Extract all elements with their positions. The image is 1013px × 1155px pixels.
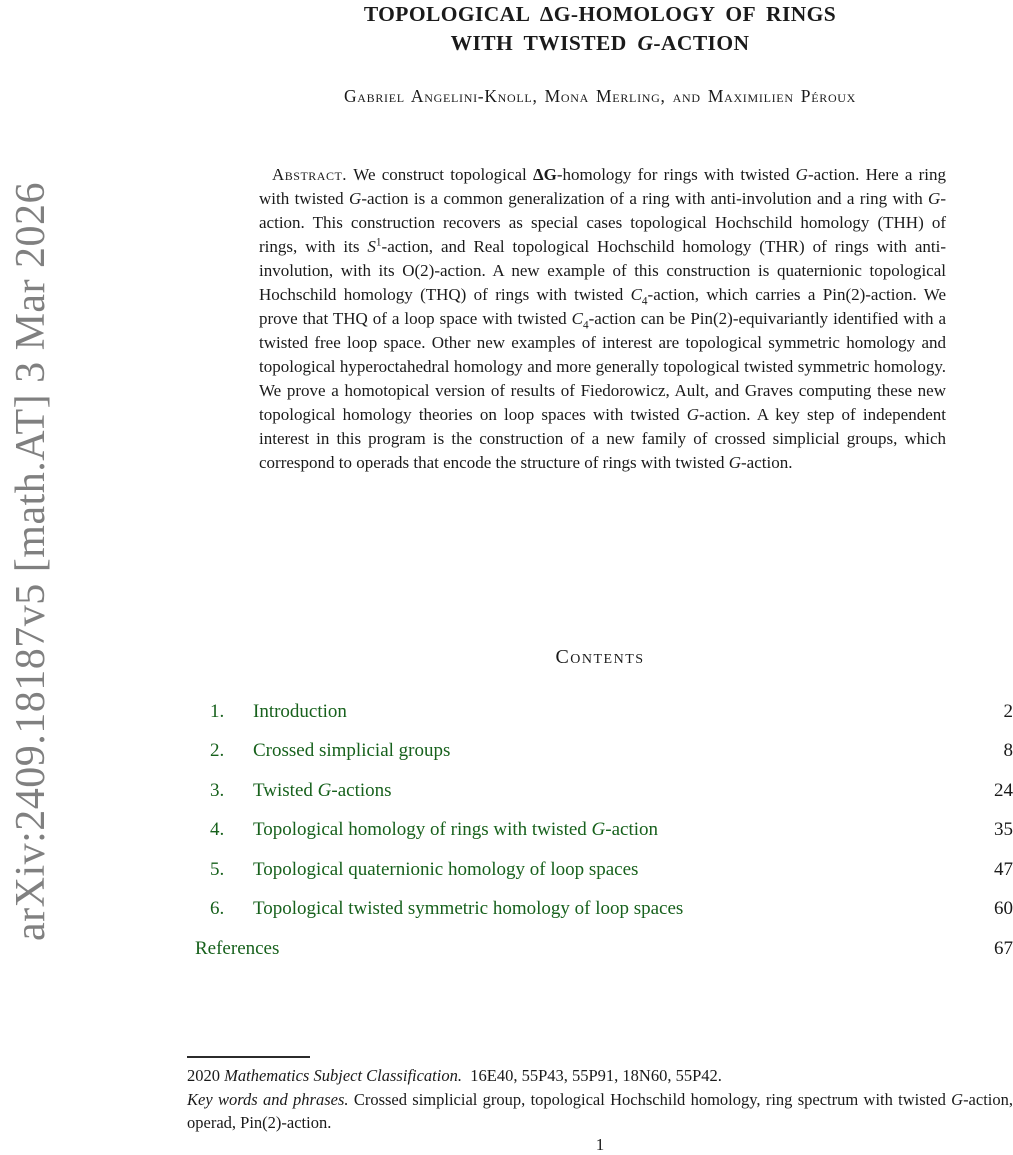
keywords-line <box>187 1088 1013 1135</box>
toc-row <box>187 771 1013 811</box>
text-segment: Key words and phrases. <box>187 1089 349 1109</box>
paper-title <box>187 0 1013 58</box>
text-segment: Mathematics Subject Classification. <box>224 1066 462 1085</box>
toc-row <box>187 692 1013 732</box>
toc-row <box>187 811 1013 851</box>
toc-item-link[interactable] <box>253 859 638 881</box>
toc-item-link[interactable] <box>253 740 450 762</box>
toc-row <box>187 732 1013 772</box>
text-segment: -homology for rings with twisted <box>556 165 796 184</box>
text-segment: G <box>951 1089 964 1109</box>
text-segment: -action can be Pin(2)-equivariantly identified with a twisted free loop space. Other new examples of interest are topological symmetric homology and topological hyperoctahedral homology and more generally topological twisted symmetric homology. We prove a homotopical version of results of Fiedorowicz, Ault, and Graves computing these new topological homology theories on loop spaces with twisted <box>259 309 946 424</box>
text-segment: -action. A key step of independent interest in this program is the construction of a new family of crossed simplicial groups, which correspond to operads that encode the structure of rings with twisted <box>259 405 946 472</box>
toc-page-number: 2 <box>1003 700 1013 722</box>
text-segment: C <box>571 309 583 328</box>
text-segment: 1 <box>375 236 382 249</box>
text-segment: Crossed simplicial group, topological Hochschild homology, ring spectrum with twisted <box>348 1089 952 1109</box>
toc-item-number[interactable]: 1. <box>210 700 225 722</box>
abstract-paragraph <box>259 163 946 475</box>
toc-item-number[interactable]: 3. <box>210 779 225 801</box>
authors-line: Gabriel Angelini-Knoll, Mona Merling, and Maximilien Péroux <box>343 86 857 106</box>
text-segment: -ACTION <box>653 31 750 55</box>
toc-page-number: 67 <box>994 937 1013 959</box>
toc-row <box>187 850 1013 890</box>
text-segment: G <box>928 189 941 208</box>
footnote-block <box>187 1056 1013 1135</box>
text-segment: G <box>686 405 699 424</box>
paper-title-line-1: TOPOLOGICAL ΔG-HOMOLOGY OF RINGS <box>363 2 837 26</box>
toc-item-link[interactable] <box>253 898 683 920</box>
footnote-rule <box>187 1056 310 1058</box>
text-segment: G <box>317 779 332 801</box>
msc-classification-line <box>187 1064 1013 1088</box>
toc-row <box>187 890 1013 930</box>
text-segment: S <box>367 237 376 256</box>
text-segment: Introduction <box>253 700 347 722</box>
toc-item-link[interactable] <box>253 819 658 841</box>
toc-item-number[interactable]: 5. <box>210 858 225 880</box>
toc-row <box>187 929 1013 969</box>
text-segment: G <box>795 165 808 184</box>
toc-page-number: 47 <box>994 858 1013 880</box>
text-segment: -action. This construction recovers as special cases topological Hochschild homology (THH) of rings, with its <box>259 189 946 256</box>
text-segment: Abstract. <box>272 165 348 184</box>
toc-item-number[interactable]: 4. <box>210 819 225 841</box>
text-segment: 16E40, 55P43, 55P91, 18N60, 55P42. <box>461 1066 722 1085</box>
text-segment: G <box>637 31 654 55</box>
text-segment: -action is a common generalization of a ring with anti-involution and a ring with <box>361 189 929 208</box>
text-segment: G <box>591 819 606 841</box>
text-segment: G <box>728 453 742 472</box>
text-segment: -action, which carries a Pin(2)-action. We prove that THQ of a loop space with twisted <box>259 285 946 328</box>
toc-page-number: 8 <box>1003 740 1013 762</box>
toc-page-number: 60 <box>994 898 1013 920</box>
toc-page-number: 35 <box>994 819 1013 841</box>
text-segment: WITH TWISTED <box>450 31 638 55</box>
text-segment: 2020 <box>187 1066 225 1085</box>
text-segment: 4 <box>641 295 648 308</box>
toc-item-link[interactable] <box>253 701 347 723</box>
page-number: 1 <box>595 1135 605 1154</box>
paper-title-line-2 <box>187 29 1013 58</box>
toc-item-number[interactable]: 6. <box>210 898 225 920</box>
text-segment: -action <box>605 819 659 841</box>
text-segment: Topological homology of rings with twisted <box>253 819 592 841</box>
arxiv-stamp: arXiv:2409.18187v5 [math.AT] 3 Mar 2026 <box>8 181 54 941</box>
text-segment: G <box>349 189 362 208</box>
contents-heading: Contents <box>555 646 645 668</box>
text-segment: -action. <box>741 453 793 472</box>
text-segment: 4 <box>582 319 589 332</box>
text-segment: -action, operad, Pin(2)-action. <box>187 1089 1013 1132</box>
text-segment: ΔG <box>532 165 557 184</box>
text-segment: Twisted <box>253 779 318 801</box>
text-segment: We construct topological <box>347 165 533 184</box>
text-segment: -actions <box>331 779 392 801</box>
text-segment: -action, and Real topological Hochschild homology (THR) of rings with anti-involution, with its O(2)-action. A new example of this construction is quaternionic topological Hochschild homology (THQ) of rings with twisted <box>259 237 946 304</box>
text-segment: C <box>630 285 642 304</box>
toc-list <box>187 692 1013 969</box>
text-segment: Topological quaternionic homology of loop spaces <box>253 858 639 880</box>
text-segment: References <box>195 937 280 959</box>
toc-page-number: 24 <box>994 779 1013 801</box>
text-segment: -action. Here a ring with twisted <box>259 165 946 208</box>
toc-item-link[interactable] <box>195 938 279 960</box>
toc-item-number[interactable]: 2. <box>210 740 225 762</box>
text-segment: Crossed simplicial groups <box>253 740 451 762</box>
toc-item-link[interactable] <box>253 780 392 802</box>
text-segment: Topological twisted symmetric homology of loop spaces <box>253 898 684 920</box>
